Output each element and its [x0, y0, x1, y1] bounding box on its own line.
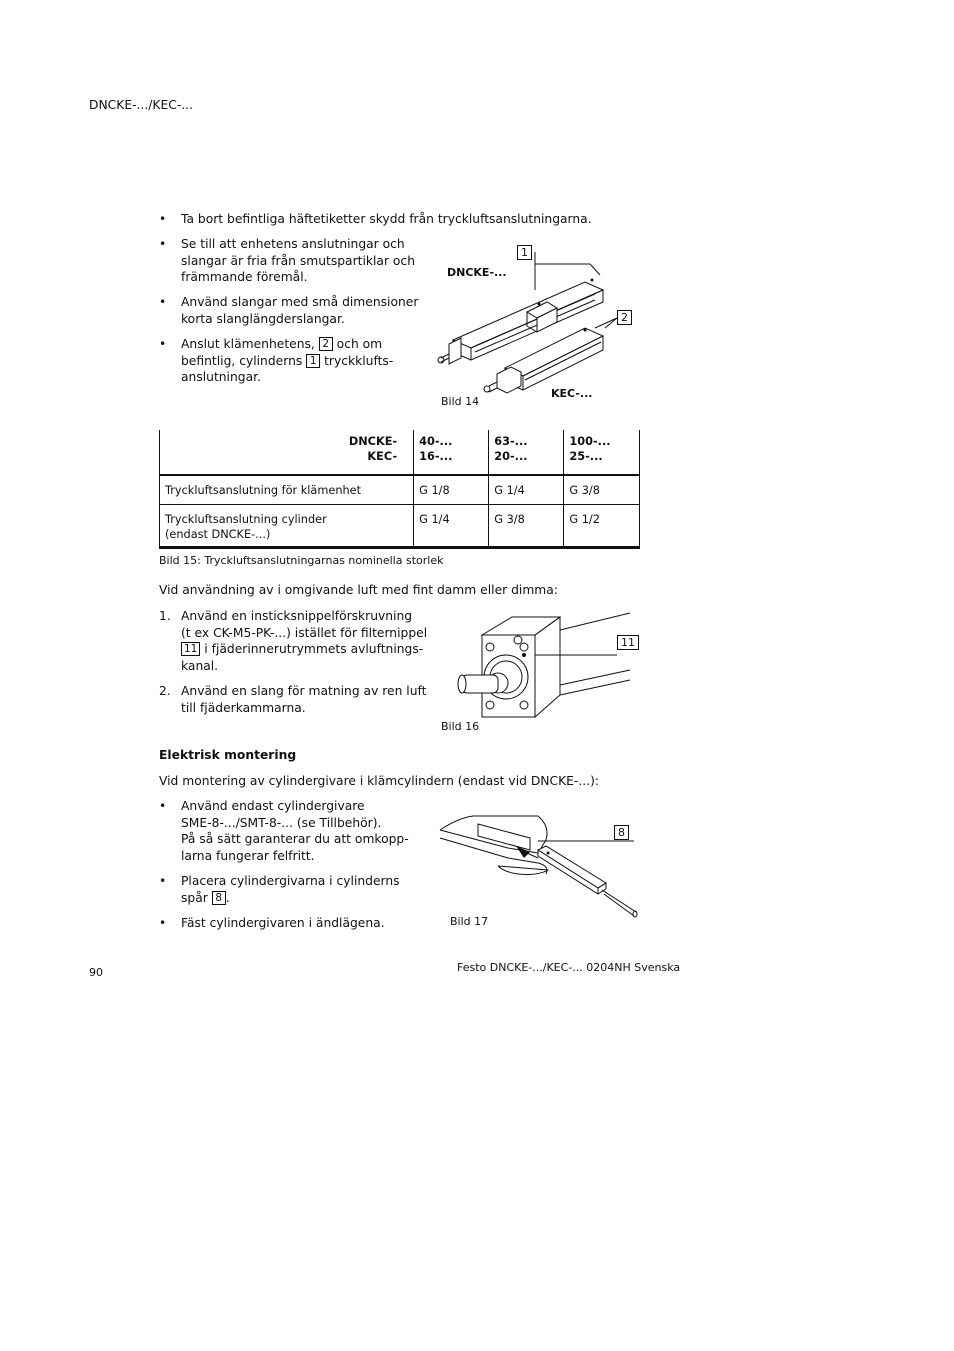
text-line: främmande föremål.: [181, 270, 308, 284]
text-line: och om: [336, 337, 383, 351]
text-line: Använd en slang för matning av ren luft: [181, 684, 427, 698]
text-line: korta slanglängderslangar.: [181, 311, 345, 326]
figure16-endcap-drawing: [440, 605, 640, 720]
header-label-line: KEC-: [367, 450, 398, 463]
table-header-col: [489, 430, 564, 475]
text-line: På så sätt garanterar du att omkopp-: [181, 832, 409, 846]
figure16-callout-11: 11: [617, 635, 639, 650]
text-line: Använd slangar med små dimensioner: [181, 295, 419, 309]
header-col-line: 25-...: [569, 450, 603, 463]
text-line: Se till att enhetens anslutningar och: [181, 237, 405, 251]
text-line: SME-8-.../SMT-8-... (se Tillbehör).: [181, 815, 382, 830]
figure16-caption: Bild 16: [441, 720, 480, 733]
figure14-callout-1: 1: [517, 245, 532, 260]
bullet-symbol: •: [159, 212, 167, 226]
list-number: 1.: [159, 609, 171, 623]
list-item: [181, 608, 427, 674]
bullet-symbol: •: [159, 337, 167, 351]
table-cell: G 1/2: [564, 505, 640, 548]
bullet-connect-ports: [181, 336, 393, 386]
bullet-small-tubing: [181, 294, 418, 327]
bullet-symbol: •: [159, 874, 167, 888]
table-header-row: [160, 430, 640, 475]
table-cell: G 3/8: [489, 505, 564, 548]
header-col-line: 63-...: [494, 435, 528, 448]
bullet-use-sensors: [181, 798, 409, 864]
table-row: [160, 505, 640, 548]
table-header-col: [564, 430, 640, 475]
figure17-caption: Bild 17: [450, 915, 489, 928]
figure14-caption: Bild 14: [441, 395, 480, 408]
table-header-label: [160, 430, 414, 475]
header-label-line: DNCKE-: [348, 435, 398, 448]
table-cell-label: Tryckluftsanslutning för klämenhet: [160, 475, 414, 505]
text-line: larna fungerar felfritt.: [181, 848, 315, 863]
text-line: till fjäderkammarna.: [181, 700, 306, 715]
header-col-line: 40-...: [419, 435, 453, 448]
bullet-symbol: •: [159, 916, 167, 930]
figure14-cylinder-drawing: [435, 240, 645, 400]
ref-marker-8: 8: [212, 891, 226, 905]
section-heading: Elektrisk montering: [159, 748, 297, 762]
ref-marker-2: 2: [319, 337, 333, 351]
text-line: kanal.: [181, 658, 219, 673]
text-line: i fjäderinnerutrymmets avluftnings-: [204, 642, 424, 656]
table-caption: Bild 15: Tryckluftsanslutningarnas nominella storlek: [159, 554, 444, 567]
text-line: Anslut klämenhetens,: [181, 337, 315, 351]
footer-doc-ref: Festo DNCKE-.../KEC-... 0204NH Svenska: [457, 961, 681, 974]
list-number: 2.: [159, 684, 171, 698]
figure14-label-kec: KEC-...: [551, 387, 593, 400]
section3-intro: Vid montering av cylindergivare i klämcylindern (endast vid DNCKE-...):: [159, 774, 600, 788]
running-header: DNCKE-.../KEC-...: [89, 98, 193, 112]
text-line: tryckklufts-: [324, 353, 394, 368]
ref-marker-11: 11: [181, 642, 200, 656]
text-line: spår: [181, 890, 208, 905]
text-line: slangar är fria från smutspartiklar och: [181, 253, 415, 268]
text-line: .: [225, 890, 230, 905]
bullet-remove-labels: Ta bort befintliga häftetiketter skydd från tryckluftsanslutningarna.: [181, 212, 592, 226]
ref-marker-1: 1: [306, 354, 320, 368]
figure17-sensor-drawing: [438, 808, 643, 928]
bullet-fix-sensor: Fäst cylindergivaren i ändlägena.: [181, 916, 385, 930]
table-cell: G 1/4: [489, 475, 564, 505]
figure14-callout-2: 2: [617, 310, 632, 325]
figure17-callout-8: 8: [614, 825, 629, 840]
header-col-line: 20-...: [494, 450, 528, 463]
bullet-symbol: •: [159, 295, 167, 309]
list-item: [181, 683, 426, 716]
table-cell: G 1/4: [414, 505, 489, 548]
bullet-place-sensors: [181, 873, 400, 906]
section2-intro: Vid användning av i omgivande luft med fint damm eller dimma:: [159, 583, 558, 597]
figure14-label-dncke: DNCKE-...: [447, 266, 507, 279]
header-col-line: 16-...: [419, 450, 453, 463]
text-line: Använd endast cylindergivare: [181, 799, 365, 813]
table-cell: G 1/8: [414, 475, 489, 505]
table-header-col: [414, 430, 489, 475]
table-row: [160, 475, 640, 505]
bullet-symbol: •: [159, 799, 167, 813]
table-cell: G 3/8: [564, 475, 640, 505]
text-line: (t ex CK-M5-PK-...) istället för filternippel: [181, 625, 428, 640]
text-line: befintlig, cylinderns: [181, 353, 303, 368]
bullet-symbol: •: [159, 237, 167, 251]
text-line: Placera cylindergivarna i cylinderns: [181, 874, 400, 888]
text-line: anslutningar.: [181, 370, 261, 384]
header-col-line: 100-...: [569, 435, 611, 448]
page-number: 90: [89, 966, 103, 979]
bullet-clean-connections: [181, 236, 415, 286]
table-cell-label: [160, 505, 414, 548]
cell-line: Tryckluftsanslutning cylinder: [165, 513, 327, 526]
text-line: Använd en insticksnippelförskruvning: [181, 609, 413, 623]
cell-line: (endast DNCKE-...): [165, 528, 271, 541]
port-size-table: [159, 430, 640, 549]
